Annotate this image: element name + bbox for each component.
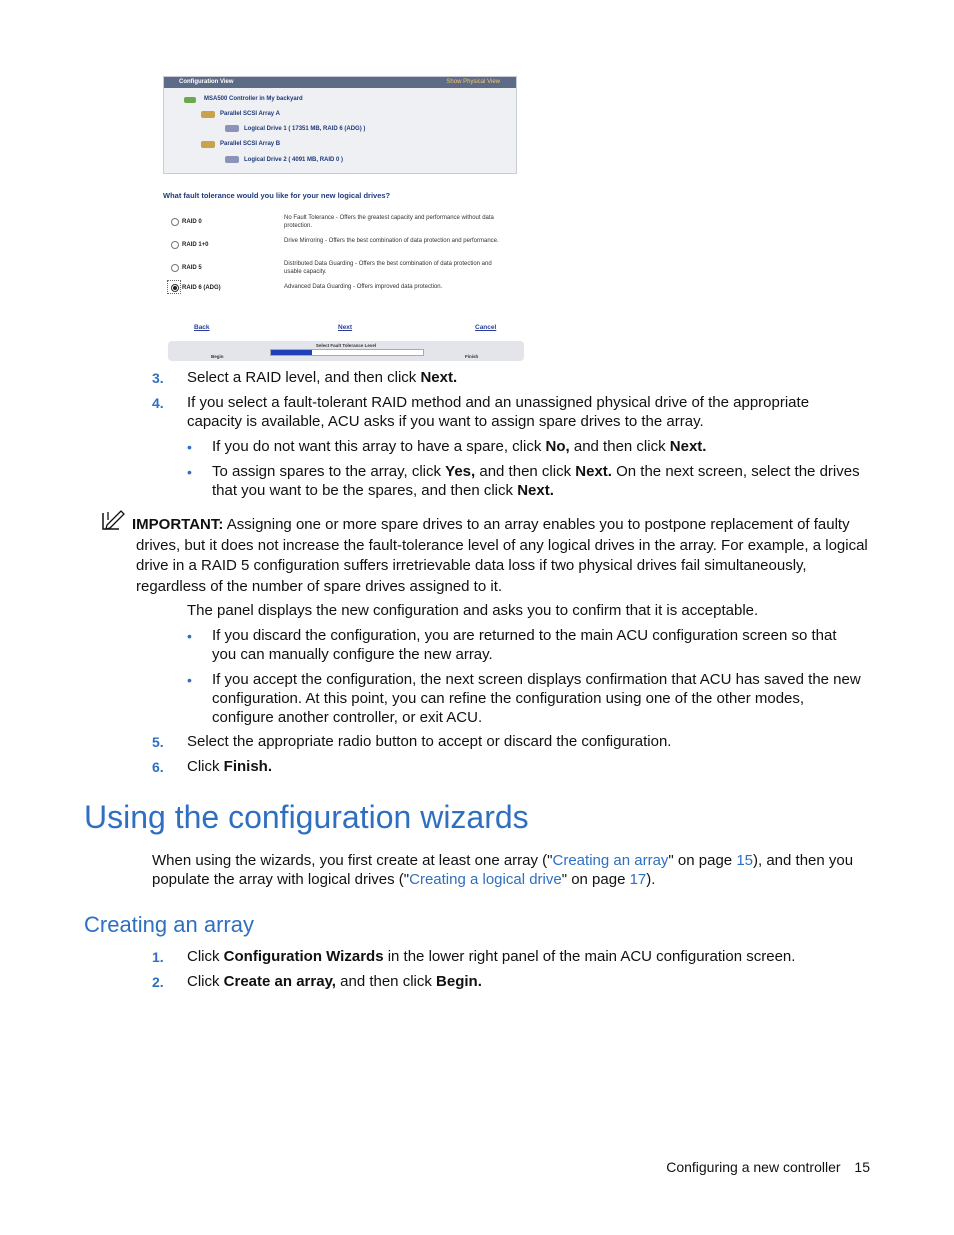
option-desc-raid-6-adg: Advanced Data Guarding - Offers improved data protection. (284, 284, 443, 290)
bullet-dot: • (187, 628, 192, 644)
tree-array-b[interactable]: Parallel SCSI Array B (220, 141, 281, 147)
configuration-view-header (164, 77, 516, 88)
bullet-2-mid: and then click (479, 463, 572, 480)
radio-label-raid-6-adg: RAID 6 (ADG) (182, 285, 221, 291)
bullet-discard: If you discard the configuration, you are returned to the main ACU configuration screen so that you can manually configure the new array. (212, 627, 837, 663)
link-creating-an-array[interactable]: Creating an array (552, 852, 669, 869)
radio-raid-1-0[interactable] (171, 241, 179, 249)
logical-drive-icon (225, 125, 239, 132)
radio-label-raid-1-0: RAID 1+0 (182, 242, 209, 248)
radio-label-raid-0: RAID 0 (182, 219, 202, 225)
bullet-accept: If you accept the configuration, the next screen displays confirmation that ACU has saved the new configuration. At this point, you can refine the configuration using one of the other modes, configure another controller, or exit ACU. (212, 671, 861, 726)
bullet-assign-spares (212, 462, 862, 500)
bullet-1-next: Next. (669, 438, 707, 455)
create-array-step-2 (187, 972, 867, 991)
radio-focus-outline (167, 280, 181, 294)
progress-bar (270, 349, 424, 356)
panel-intro: The panel displays the new configuration and asks you to confirm that it is acceptable. (187, 602, 759, 619)
bullet-2-pre: To assign spares to the array, click (212, 463, 441, 480)
footer-text: Configuring a new controller (666, 1159, 841, 1175)
bullet-2-yes: Yes, (445, 463, 476, 480)
step-number-6: 6. (152, 759, 164, 775)
step-number-3: 3. (152, 370, 164, 386)
tree-controller[interactable]: MSA500 Controller in My backyard (204, 96, 303, 102)
step-3-bold: Next. (420, 369, 458, 386)
step-number-2: 2. (152, 974, 164, 990)
progress-begin-label: Begin (211, 354, 224, 359)
step-number-1: 1. (152, 949, 164, 965)
step-number-4: 4. (152, 395, 164, 411)
tree-array-a[interactable]: Parallel SCSI Array A (220, 111, 280, 117)
option-desc-raid-5: Distributed Data Guarding - Offers the best combination of data protection and usable capacity. (284, 261, 492, 275)
bullet-1-pre: If you do not want this array to have a spare, click (212, 438, 542, 455)
progress-bar-fill (271, 350, 312, 355)
para-text: When using the wizards, you first create at least one array (" (152, 852, 553, 869)
wizard-progress-panel (168, 341, 524, 361)
option-desc-raid-0: No Fault Tolerance - Offers the greatest capacity and performance without data protection. (284, 215, 494, 229)
radio-label-raid-5: RAID 5 (182, 265, 202, 271)
step-6-bold: Finish. (223, 758, 273, 775)
step-2-pre: Click (187, 973, 220, 990)
progress-finish-label: Finish (465, 354, 479, 359)
controller-icon (184, 97, 196, 103)
bullet-no-spare (212, 437, 862, 456)
tree-logical-drive-1[interactable]: Logical Drive 1 ( 17351 MB, RAID 6 (ADG) ) (244, 126, 366, 132)
step-1-post: in the lower right panel of the main ACU configuration screen. (387, 948, 796, 965)
page-link-15[interactable]: 15 (736, 852, 753, 869)
acu-screenshot (160, 73, 526, 361)
radio-raid-0[interactable] (171, 218, 179, 226)
para-text: " on page (561, 871, 630, 888)
show-physical-view-link[interactable]: Show Physical View (446, 79, 500, 85)
footer-page-number: 15 (854, 1159, 870, 1175)
bullet-1-no: No, (545, 438, 570, 455)
bullet-dot: • (187, 464, 192, 480)
tree-logical-drive-2[interactable]: Logical Drive 2 ( 4091 MB, RAID 0 ) (244, 157, 344, 163)
link-creating-a-logical-drive[interactable]: Creating a logical drive (409, 871, 562, 888)
progress-title: Select Fault Tolerance Level (315, 343, 377, 348)
important-label: IMPORTANT: (132, 516, 224, 533)
fault-tolerance-question: What fault tolerance would you like for your new logical drives? (163, 191, 391, 200)
configuration-view-title: Configuration View (179, 79, 234, 85)
subsection-heading: Creating an array (84, 912, 254, 937)
step-2-bold-2: Begin. (436, 973, 482, 990)
bullet-1-mid: and then click (573, 438, 666, 455)
next-link[interactable]: Next (338, 324, 353, 331)
bullet-2-next2: Next. (517, 482, 554, 499)
step-1-pre: Click (187, 948, 220, 965)
bullet-dot: • (187, 439, 192, 455)
array-icon (201, 111, 215, 118)
step-2-bold-1: Create an array, (223, 973, 336, 990)
step-6 (187, 757, 867, 776)
important-note-icon (101, 509, 125, 531)
logical-drive-icon (225, 156, 239, 163)
option-desc-raid-1-0: Drive Mirroring - Offers the best combination of data protection and performance. (284, 238, 499, 244)
para-text: " on page (668, 852, 737, 869)
bullet-2-post: On the next screen, select the drives that you want to be the spares, and then click (212, 463, 860, 499)
bullet-dot: • (187, 672, 192, 688)
step-number-5: 5. (152, 734, 164, 750)
array-icon (201, 141, 215, 148)
page-footer (640, 1159, 870, 1175)
step-3 (187, 368, 867, 387)
section-paragraph (152, 851, 867, 889)
create-array-step-1 (187, 947, 867, 966)
step-1-bold: Configuration Wizards (223, 948, 384, 965)
step-3-text: Select a RAID level, and then click (187, 369, 417, 386)
cancel-link[interactable]: Cancel (475, 324, 497, 331)
back-link[interactable]: Back (194, 324, 210, 331)
important-text: Assigning one or more spare drives to an array enables you to postpone replacement of faulty drives, but it does not increase the fault-tolerance level of any logical drives in the array. For example, a logical drive in a RAID 5 configuration suffers irretrievable data loss if two physical drives fail simultaneously, regardless of the number of spare drives assigned to it. (136, 516, 868, 595)
radio-raid-5[interactable] (171, 264, 179, 272)
step-2-mid: and then click (340, 973, 432, 990)
step-5-text: Select the appropriate radio button to accept or discard the configuration. (187, 733, 672, 750)
step-4-text: If you select a fault-tolerant RAID method and an unassigned physical drive of the appropriate capacity is available, ACU asks if you want to assign spare drives to the array. (187, 394, 810, 430)
important-note (132, 515, 871, 597)
page-link-17[interactable]: 17 (629, 871, 647, 888)
section-heading: Using the configuration wizards (84, 799, 529, 835)
para-text: ). (646, 871, 656, 888)
step-6-text: Click (187, 758, 220, 775)
para-text: ), and then you populate the array with logical drives (" (152, 852, 854, 888)
bullet-2-next: Next. (575, 463, 612, 480)
configuration-view-panel (163, 76, 517, 174)
